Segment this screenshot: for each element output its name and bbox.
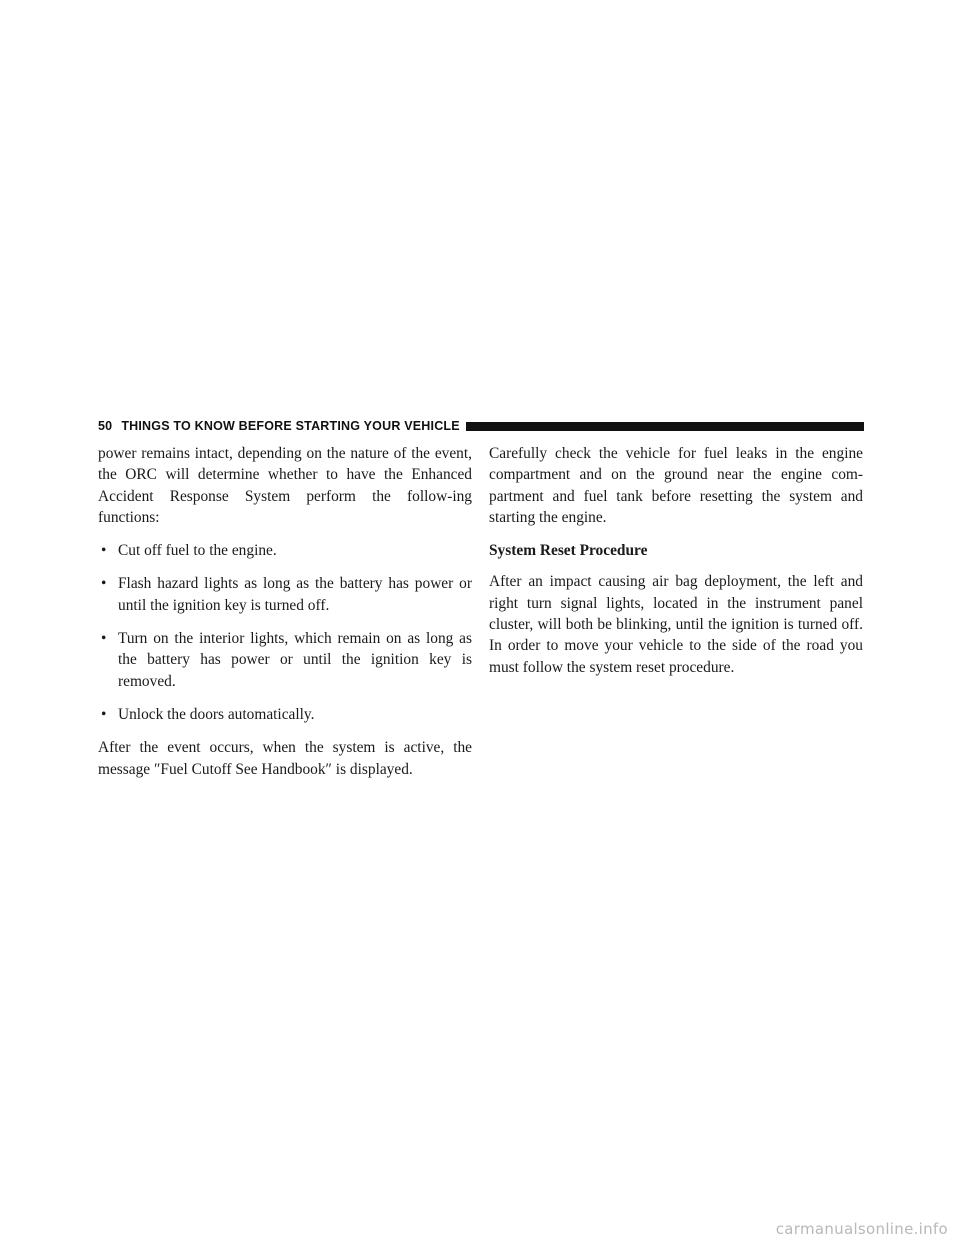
list-item xyxy=(98,628,472,692)
fuel-leak-paragraph: Carefully check the vehicle for fuel leaks in the engine compartment and on the ground near the engine com-partment and fuel tank before resetting the system and starting the engine. xyxy=(489,445,863,526)
list-item-text: Flash hazard lights as long as the battery has power or until the ignition key is turned off. xyxy=(118,575,472,614)
function-list xyxy=(98,540,472,725)
list-item xyxy=(98,704,472,725)
reset-paragraph: After an impact causing air bag deployment, the left and right turn signal lights, located in the instrument panel cluster, will both be blinking, until the ignition is turned off. In order to move your vehicle to the side of the road you must follow the system reset procedure. xyxy=(489,573,863,676)
list-item xyxy=(98,540,472,561)
watermark: carmanualsonline.info xyxy=(775,1220,948,1238)
bullet-icon: • xyxy=(101,575,107,593)
list-item-text: Unlock the doors automatically. xyxy=(118,705,315,723)
closing-paragraph: After the event occurs, when the system is active, the message ″Fuel Cutoff See Handbook″ is displayed. xyxy=(98,739,472,778)
page-number: 50 xyxy=(98,419,113,433)
list-item-text: Cut off fuel to the engine. xyxy=(118,542,277,560)
bullet-icon: • xyxy=(101,705,107,723)
bullet-icon: • xyxy=(101,630,107,648)
subheading: System Reset Procedure xyxy=(489,542,648,560)
page-header xyxy=(98,418,864,434)
right-column xyxy=(489,443,863,690)
left-column xyxy=(98,443,472,792)
list-item-text: Turn on the interior lights, which remain on as long as the battery has power or until the ignition key is removed. xyxy=(118,630,472,690)
intro-paragraph: power remains intact, depending on the nature of the event, the ORC will determine whether to have the Enhanced Accident Response System perform the follow-ing functions: xyxy=(98,445,472,526)
header-rule xyxy=(466,422,864,431)
bullet-icon: • xyxy=(101,542,107,560)
section-title: THINGS TO KNOW BEFORE STARTING YOUR VEHICLE xyxy=(121,419,460,433)
list-item xyxy=(98,573,472,616)
